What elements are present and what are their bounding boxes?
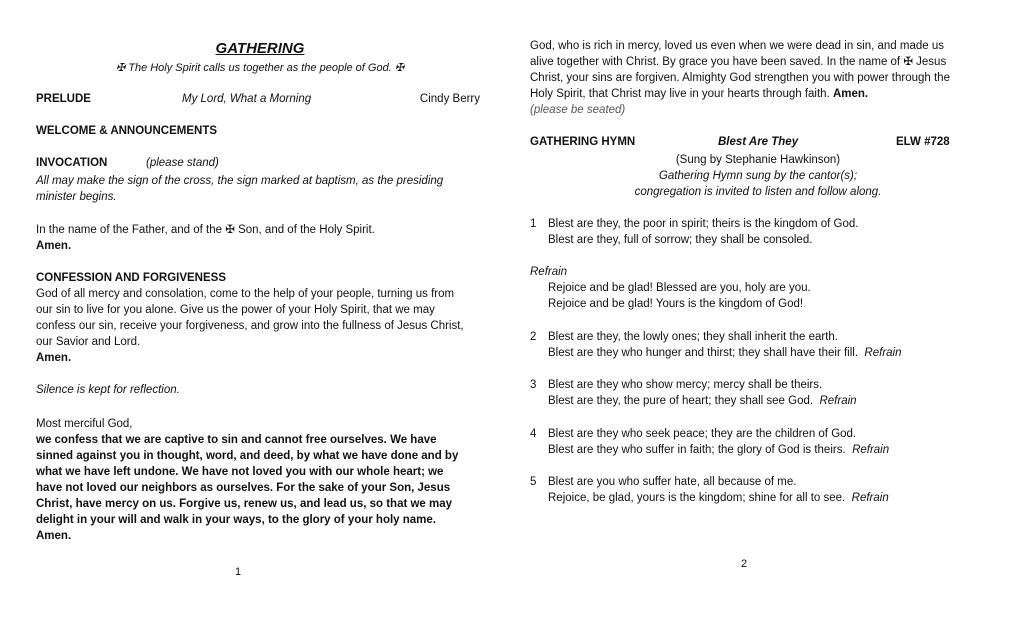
text-span: Rejoice, be glad, yours is the kingdom; shine for all to see. bbox=[548, 492, 846, 504]
invocation-words bbox=[36, 222, 484, 254]
invocation-label: INVOCATION bbox=[36, 157, 108, 169]
response-amen: Amen. bbox=[832, 88, 869, 100]
prelude-composer: Cindy Berry bbox=[419, 93, 480, 105]
text-line: confess our sin, receive your forgiveness, and grow into the fullness of Jesus Christ, bbox=[36, 320, 464, 332]
hymn-number: ELW #728 bbox=[896, 136, 950, 148]
confession-heading: CONFESSION AND FORGIVENESS bbox=[36, 272, 226, 284]
refrain-cue: Refrain bbox=[852, 444, 890, 456]
text-line: our Savior and Lord. bbox=[36, 336, 141, 348]
text-span: Holy Spirit, that Christ may live in your hearts through faith. bbox=[530, 88, 830, 100]
text-line: All may make the sign of the cross, the sign marked at baptism, as the presiding bbox=[36, 175, 444, 187]
verse-line bbox=[548, 395, 857, 407]
prelude-label: PRELUDE bbox=[36, 93, 91, 105]
text-line: Christ, have mercy on us. Forgive us, renew us, and lead us, so that we may bbox=[36, 498, 453, 510]
text-line: In the name of the Father, and of the ✠ Son, and of the Holy Spirit. bbox=[36, 224, 375, 236]
verse-line: Blest are they, the lowly ones; they shall inherit the earth. bbox=[548, 331, 838, 343]
text-line bbox=[530, 86, 982, 102]
text-line: Most merciful God, bbox=[36, 418, 133, 430]
response-amen: Amen. bbox=[36, 240, 72, 252]
text-line: minister begins. bbox=[36, 191, 117, 203]
text-line: sinned against you in thought, word, and deed, by what we have done and by bbox=[36, 450, 459, 462]
hymn-label: GATHERING HYMN bbox=[530, 136, 636, 148]
welcome-heading: WELCOME & ANNOUNCEMENTS bbox=[36, 125, 218, 137]
hymn-verse bbox=[530, 428, 982, 462]
section-subtitle: ✠ The Holy Spirit calls us together as the people of God. ✠ bbox=[115, 62, 405, 74]
seated-cue: (please be seated) bbox=[530, 104, 626, 116]
refrain-cue: Refrain bbox=[864, 347, 902, 359]
refrain-label: Refrain bbox=[530, 266, 568, 278]
response-amen: Amen. bbox=[36, 352, 72, 364]
text-line: have not loved our neighbors as ourselves. For the sake of your Son, Jesus bbox=[36, 482, 451, 494]
text-line: our sin to live for you alone. Give us the power of your Holy Spirit, that we may bbox=[36, 304, 435, 316]
verse-line: Blest are they who seek peace; they are the children of God. bbox=[548, 428, 857, 440]
hymn-verse bbox=[530, 218, 982, 252]
invocation-cue: (please stand) bbox=[146, 157, 219, 169]
confession-prayer bbox=[36, 416, 484, 544]
verse-number: 4 bbox=[530, 428, 537, 440]
page-number: 1 bbox=[235, 566, 242, 578]
hymn-verse bbox=[530, 476, 982, 510]
verse-number: 1 bbox=[530, 218, 537, 230]
silence-rubric: Silence is kept for reflection. bbox=[36, 384, 180, 396]
refrain-line: Rejoice and be glad! Blessed are you, holy are you. bbox=[548, 282, 811, 294]
text-span: Blest are they who hunger and thirst; they shall have their fill. bbox=[548, 347, 859, 359]
verse-line bbox=[548, 444, 889, 456]
text-line: Amen. bbox=[36, 530, 72, 542]
text-line: alive together with Christ. By grace you have been saved. In the name of ✠ Jesus bbox=[530, 56, 947, 68]
confession-section bbox=[36, 270, 484, 366]
text-line: what we have left undone. We have not loved you with our whole heart; we bbox=[36, 466, 444, 478]
text-line: we confess that we are captive to sin and cannot free ourselves. We have bbox=[36, 434, 437, 446]
hymn-verse bbox=[530, 379, 982, 413]
hymn-notes bbox=[530, 152, 986, 200]
text-line: delight in your will and walk in your ways, to the glory of your holy name. bbox=[36, 514, 437, 526]
prelude-piece: My Lord, What a Morning bbox=[182, 93, 312, 105]
text-line: congregation is invited to listen and follow along. bbox=[634, 186, 882, 198]
refrain-line: Rejoice and be glad! Yours is the kingdom of God! bbox=[548, 298, 804, 310]
page-number: 2 bbox=[741, 558, 748, 570]
text-span: Blest are they, the pure of heart; they shall see God. bbox=[548, 395, 814, 407]
verse-line: Blest are they, full of sorrow; they shall be consoled. bbox=[548, 234, 813, 246]
hymn-verse bbox=[530, 331, 982, 365]
verse-line bbox=[548, 347, 902, 359]
text-span: Blest are they who suffer in faith; the glory of God is theirs. bbox=[548, 444, 846, 456]
verse-line bbox=[548, 492, 889, 504]
text-line: God of all mercy and consolation, come to the help of your people, turning us from bbox=[36, 288, 455, 300]
verse-line: Blest are they who show mercy; mercy shall be theirs. bbox=[548, 379, 823, 391]
section-title: GATHERING bbox=[215, 40, 305, 57]
verse-line: Blest are you who suffer hate, all because of me. bbox=[548, 476, 797, 488]
refrain-cue: Refrain bbox=[819, 395, 857, 407]
refrain-cue: Refrain bbox=[851, 492, 889, 504]
verse-number: 2 bbox=[530, 331, 537, 343]
verse-line: Blest are they, the poor in spirit; theirs is the kingdom of God. bbox=[548, 218, 859, 230]
text-line: Gathering Hymn sung by the cantor(s); bbox=[658, 170, 858, 182]
invocation-rubric bbox=[36, 173, 484, 205]
verse-number: 3 bbox=[530, 379, 537, 391]
hymn-title: Blest Are They bbox=[718, 136, 799, 148]
text-line: (Sung by Stephanie Hawkinson) bbox=[675, 154, 841, 166]
absolution-text bbox=[530, 38, 982, 118]
text-line: Christ, your sins are forgiven. Almighty God strengthen you with power through the bbox=[530, 72, 950, 84]
hymn-refrain bbox=[530, 266, 982, 316]
text-line: God, who is rich in mercy, loved us even when we were dead in sin, and made us bbox=[530, 40, 944, 52]
verse-number: 5 bbox=[530, 476, 537, 488]
